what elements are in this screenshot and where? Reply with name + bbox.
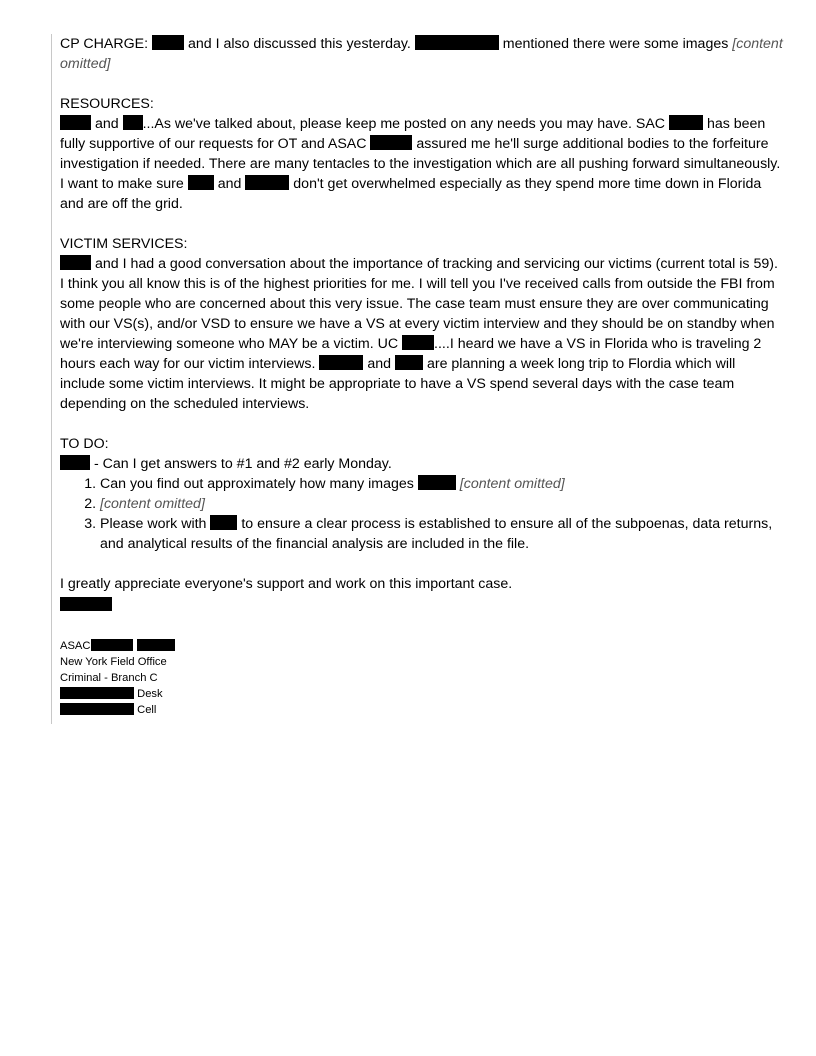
- todo-item-1-text-a: Can you find out approximately how many images: [100, 476, 414, 492]
- list-item: [100, 514, 784, 554]
- redaction-bar: [60, 687, 134, 699]
- redaction-bar: [210, 515, 237, 530]
- victim-services-heading: VICTIM SERVICES:: [60, 236, 188, 252]
- redaction-bar: [415, 35, 499, 50]
- omitted-content: [content omitted]: [459, 476, 565, 492]
- omitted-content: [content omitted]: [60, 36, 783, 72]
- todo-heading: TO DO:: [60, 436, 109, 452]
- signature-cell-label: Cell: [137, 704, 157, 716]
- victim-services-text-4: are planning a week long trip to Flordia which will include some victim interviews. It might be appropriate to have a VS spend several days with the case team depending on the scheduled interviews.: [60, 356, 736, 412]
- cp-charge-heading: CP CHARGE:: [60, 36, 149, 52]
- resources-text-1: and: [94, 116, 119, 132]
- resources-text-5: and: [217, 176, 242, 192]
- list-item: [100, 474, 784, 494]
- redaction-bar: [418, 475, 456, 490]
- signature-desk: [60, 686, 784, 702]
- email-body: [51, 34, 784, 724]
- redaction-bar: [137, 639, 175, 651]
- signature-title: [60, 638, 784, 654]
- todo-intro-text: - Can I get answers to #1 and #2 early Monday.: [93, 456, 392, 472]
- redaction-bar: [60, 703, 134, 715]
- resources-text-2: ...As we've talked about, please keep me posted on any needs you may have. SAC: [142, 116, 666, 132]
- todo-item-3-text-a: Please work with: [100, 516, 207, 532]
- signature-title-prefix: ASAC: [60, 640, 91, 652]
- redaction-bar: [245, 175, 289, 190]
- cp-charge-paragraph: [60, 34, 784, 74]
- todo-intro: [60, 454, 784, 474]
- redaction-bar: [123, 115, 143, 130]
- signature-desk-label: Desk: [137, 688, 163, 700]
- resources-text-6: don't get overwhelmed especially as they spend more time down in Florida and are off the grid.: [60, 176, 762, 212]
- closing-line: I greatly appreciate everyone's support and work on this important case.: [60, 576, 513, 592]
- resources-text-3: has been fully supportive of our requests for OT and ASAC: [60, 116, 766, 152]
- redaction-bar: [395, 355, 423, 370]
- signature-block: [60, 638, 784, 718]
- redacted-sender-name: [60, 597, 112, 611]
- list-item: [100, 494, 784, 514]
- resources-text-4: assured me he'll surge additional bodies to the forfeiture investigation if needed. There are many tentacles to the investigation which are all pushing forward simultaneously. I want to make sure: [60, 136, 781, 192]
- signature-office: New York Field Office: [60, 656, 167, 668]
- todo-list: [60, 474, 784, 554]
- signature-branch: Criminal - Branch C: [60, 672, 158, 684]
- redaction-bar: [91, 639, 133, 651]
- resources-paragraph: [60, 114, 784, 214]
- redaction-bar: [60, 455, 90, 470]
- cp-charge-text-2: mentioned there were some images: [502, 36, 729, 52]
- victim-services-text-2: ....I heard we have a VS in Florida who is traveling 2 hours each way for our victim interviews.: [60, 336, 762, 372]
- redaction-bar: [188, 175, 214, 190]
- redaction-bar: [402, 335, 434, 350]
- redaction-bar: [319, 355, 363, 370]
- redaction-bar: [152, 35, 184, 50]
- todo-item-3-text-b: to ensure a clear process is established to ensure all of the subpoenas, data returns, and analytical results of the financial analysis are included in the file.: [100, 516, 773, 552]
- cp-charge-text-1: and I also discussed this yesterday.: [187, 36, 411, 52]
- redaction-bar: [370, 135, 412, 150]
- resources-heading: RESOURCES:: [60, 96, 154, 112]
- omitted-content: [content omitted]: [100, 496, 205, 512]
- redaction-bar: [669, 115, 703, 130]
- signature-cell: [60, 702, 784, 718]
- victim-services-text-3: and: [367, 356, 392, 372]
- redaction-bar: [60, 255, 91, 270]
- redaction-bar: [60, 115, 91, 130]
- victim-services-paragraph: [60, 254, 784, 414]
- victim-services-text-1: and I had a good conversation about the importance of tracking and servicing our victims (current total is 59). I think you all know this is of the highest priorities for me. I will tell you I've received calls from outside the FBI from some people who are concerned about this very issue. The case team must ensure they are over communicating with our VS(s), and/or VSD to ensure we have a VS at every victim interview and they should be on standby when we're interviewing someone who MAY be a victim. UC: [60, 256, 778, 352]
